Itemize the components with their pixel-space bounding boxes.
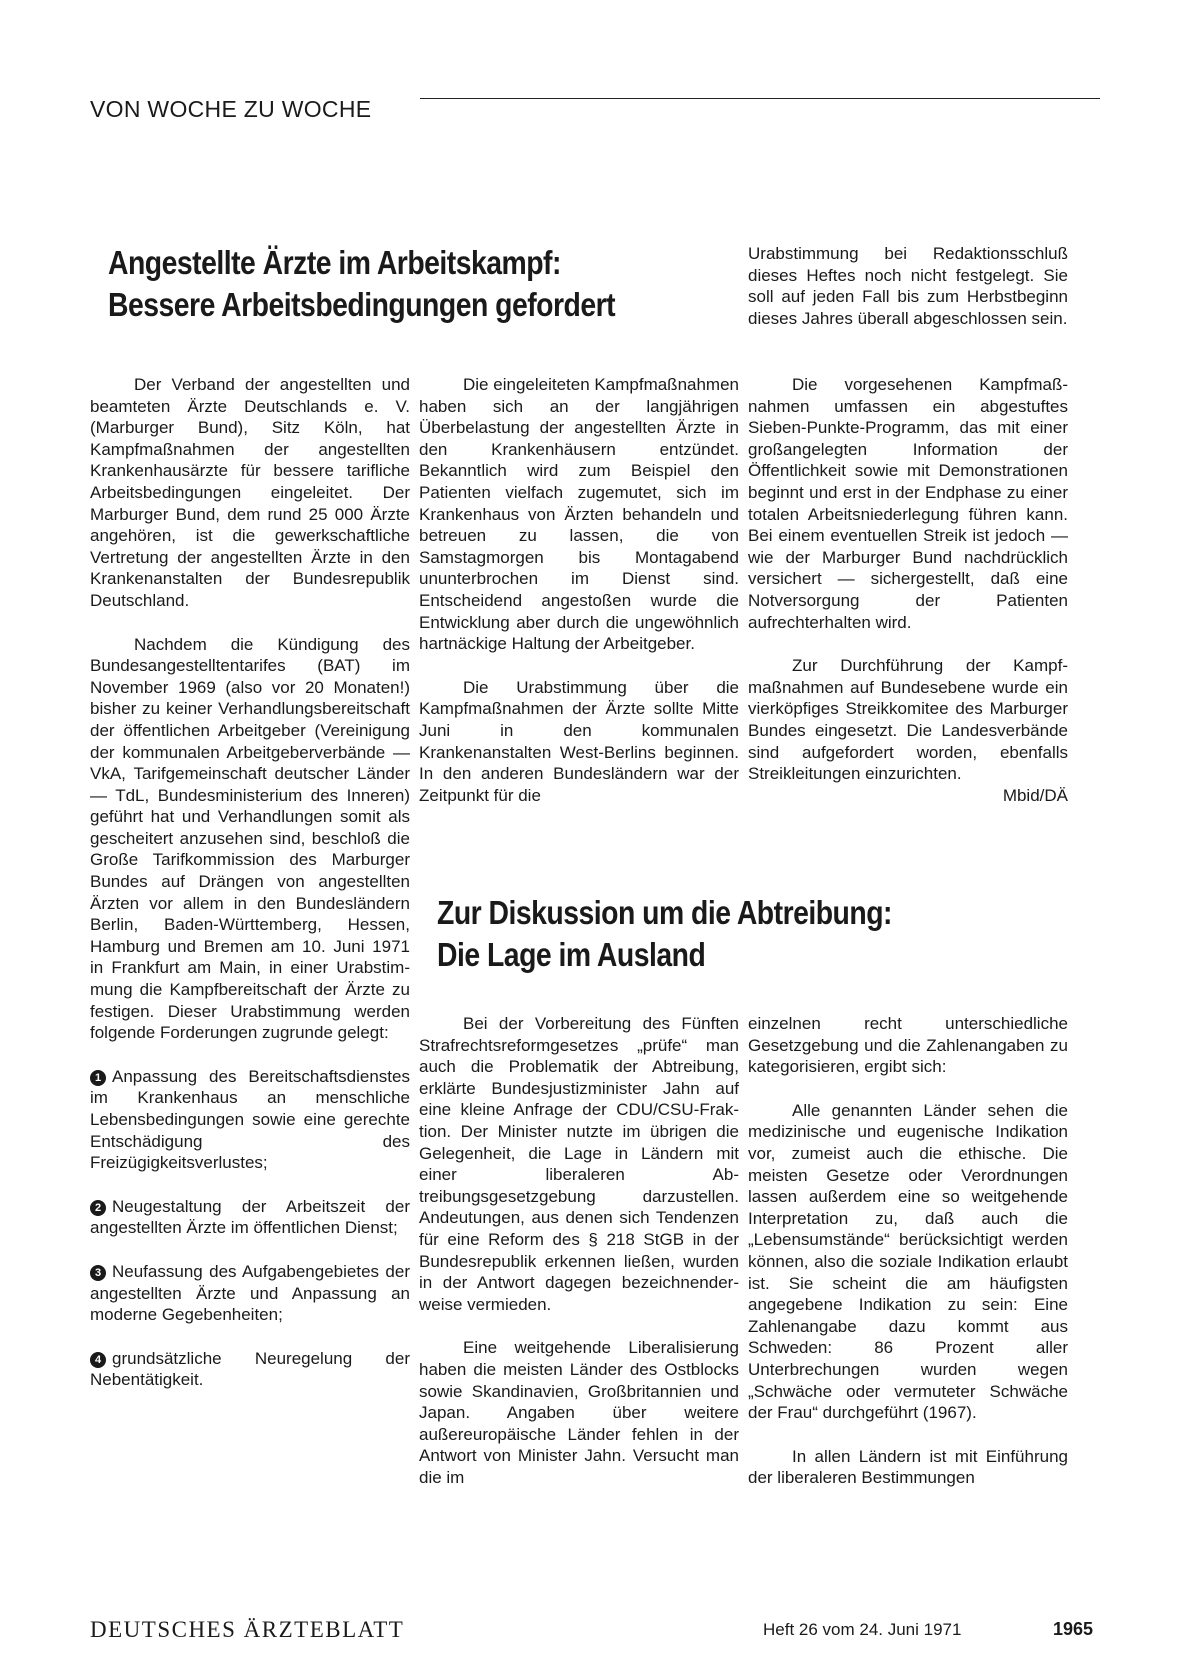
demand-item-1: 1 Anpassung des Bereitschaftsdienstes im Krankenhaus an menschliche Lebensbedingungen sowie eine gerechte Entschädigung des Freizügigkeitsverlustes; <box>90 1066 410 1173</box>
numbered-bullet-icon: 4 <box>90 1352 106 1368</box>
article1-col3 <box>748 374 1068 806</box>
article2-headline-line1: Zur Diskussion um die Abtreibung: <box>437 894 892 931</box>
article2-col3-p0: einzelnen recht unterschiedliche Gesetzgebung und die Zahlenangaben zu kategorisieren, ergibt sich: <box>748 1014 1068 1077</box>
article2-headline <box>437 892 892 976</box>
journal-name: DEUTSCHES ÄRZTEBLATT <box>90 1617 405 1642</box>
article1-col3-p2: Zur Durchführung der Kampfmaßnahmen auf Bundesebene wurde ein vierköpfiges Streikkomitee des Marburger Bundes eingesetzt. Die Landesverbände sind aufgefordert worden, ebenfalls Streikleitungen einzurichten. Mbid/DÄ <box>748 656 1068 805</box>
article1-headline-line1: Angestellte Ärzte im Arbeitskampf: <box>108 244 561 281</box>
article1-col2 <box>419 374 739 806</box>
page-number: 1965 <box>1053 1619 1094 1639</box>
article1-col1-p2: Nachdem die Kündigung des Bundesangestelltentarifes (BAT) im November 1969 (also vor 20 Monaten!) bisher zu keiner Verhandlungsbereitschaft der öffentlichen Arbeitgeber (Vereinigung der kommunalen Arbeitgeberverbände — VkA, Tarifgemeinschaft deutscher Länder — TdL, Bundesministerium des Inneren) geführt hat und Verhandlungen somit als gescheitert anzusehen sind, beschloß die Große Tarifkommission des Marburger Bundes auf Drängen von angestellten Ärzten vor allem in den Bundesländern Berlin, Baden-Württemberg, Hessen, Hamburg und Bremen am 10. Juni 1971 in Frankfurt am Main, in einer Urabstimmung die Kampfbereitschaft der Ärzte zu festigen. Dieser Urabstimmung werden folgende Forderungen zugrunde gelegt: <box>90 634 410 1043</box>
article1-col3-top <box>748 243 1068 329</box>
article1-headline-line2: Bessere Arbeitsbedingungen gefordert <box>108 286 616 323</box>
article1-signature: Mbid/DÄ <box>1002 785 1068 805</box>
article2-col3-p2: In allen Ländern ist mit Einführung der liberaleren Bestimmungen <box>748 1446 1068 1488</box>
numbered-bullet-icon: 1 <box>90 1070 106 1086</box>
numbered-bullet-icon: 3 <box>90 1265 106 1281</box>
section-label: VON WOCHE ZU WOCHE <box>90 96 372 122</box>
article2-col3-p1: Alle genannten Länder sehen die medizinische und eugenische Indikation vor, zumeist auch die ethische. Die meisten Gesetze oder Verordnungen lassen außerdem eine so weitgehende Interpretation zu, daß auch die „Lebensumstände“ berücksichtigt werden können, also die soziale Indikation erlaubt ist. Sie scheint die am häufigsten angegebene Indikation zu sein: Eine Zahlenangabe dazu kommt aus Schweden: 86 Prozent aller Unterbrechungen wurden wegen „Schwäche oder vermuteter Schwäche der Frau“ durchgeführt (1967). <box>748 1100 1068 1423</box>
numbered-bullet-icon: 2 <box>90 1200 106 1216</box>
article2-col2-p1: Bei der Vorbereitung des Fünften Strafrechtsreformgesetzes „prüfe“ man auch die Problematik der Abtreibung, erklärte Bundesjustizminister Jahn auf eine kleine Anfrage der CDU/CSU-Fraktion. Der Minister nutzte im übrigen die Gelegenheit, die Lage in Ländern mit einer liberaleren Abtreibungsgesetzgebung darzustellen. Andeutungen, aus denen sich Tendenzen für eine Reform des § 218 StGB in der Bundesrepublik erkennen ließen, wurden in der Antwort dagegen bezeichnenderweise vermieden. <box>419 1014 739 1314</box>
article1-col1-p1: Der Verband der angestellten und beamteten Ärzte Deutschlands e. V. (Marburger Bund), Sitz Köln, hat Kampfmaßnahmen der angestellten Krankenhausärzte für bessere tarifliche Arbeitsbedingungen eingeleitet. Der Marburger Bund, dem rund 25 000 Ärzte angehören, ist die gewerkschaftliche Vertretung der angestellten Ärzte in den Krankenanstalten der Bundesrepublik Deutschland. <box>90 375 410 610</box>
article2-col2-p2: Eine weitgehende Liberalisierung haben die meisten Länder des Ostblocks sowie Skandinavien, Großbritannien und Japan. Angaben über weitere außereuropäische Länder fehlen in der Antwort von Minister Jahn. Versucht man die im <box>419 1338 739 1487</box>
issue-info: Heft 26 vom 24. Juni 1971 <box>763 1620 962 1639</box>
article2-headline-line2: Die Lage im Ausland <box>437 936 706 973</box>
demand-item-3: 3 Neufassung des Aufgabengebietes der angestellten Ärzte und Anpassung an moderne Gegebenheiten; <box>90 1261 410 1325</box>
section-rule <box>420 98 1100 99</box>
article1-col2-p1: Die eingeleiteten Kampfmaßnahmen haben sich an der langjährigen Überbelastung der angestellten Ärzte in den Krankenhäusern entzündet. Bekanntlich wird zum Beispiel den Patienten vielfach zugemutet, sich im Krankenhaus von Ärzten behandeln und betreuen zu lassen, die von Samstagmorgen bis Montagabend ununterbrochen im Dienst sind. Entscheidend angestoßen wurde die Entwicklung aber durch die ungewöhnlich hartnäckige Haltung der Arbeitgeber. <box>419 375 739 654</box>
article2-col2 <box>419 1013 739 1488</box>
article2-col3 <box>748 1013 1068 1489</box>
article1-headline <box>108 242 615 326</box>
article1-col3-p1: Die vorgesehenen Kampfmaßnahmen umfassen ein abgestuftes Sieben-Punkte-Programm, das mit einer großangelegten Information der Öffentlichkeit sowie mit Demonstrationen beginnt und erst in der Endphase zu einer totalen Arbeitsniederlegung führen kann. Bei einem eventuellen Streik ist jedoch — wie der Marburger Bund nachdrücklich versichert — sichergestellt, daß eine Notversorgung der Patienten aufrechterhalten wird. <box>748 375 1068 632</box>
demand-item-4: 4 grundsätzliche Neuregelung der Nebentätigkeit. <box>90 1348 410 1390</box>
article1-col3-p0: Urabstimmung bei Redaktionsschluß dieses Heftes noch nicht festgelegt. Sie soll auf jeden Fall bis zum Herbstbeginn dieses Jahres überall abgeschlossen sein. <box>748 244 1068 328</box>
article1-col2-p2: Die Urabstimmung über die Kampfmaßnahmen der Ärzte sollte Mitte Juni in den kommunalen Krankenanstalten West-Berlins beginnen. In den anderen Bundesländern war der Zeitpunkt für die <box>419 677 739 805</box>
demand-item-2: 2 Neugestaltung der Arbeitszeit der angestellten Ärzte im öffentlichen Dienst; <box>90 1196 410 1238</box>
article1-col1 <box>90 374 410 1391</box>
